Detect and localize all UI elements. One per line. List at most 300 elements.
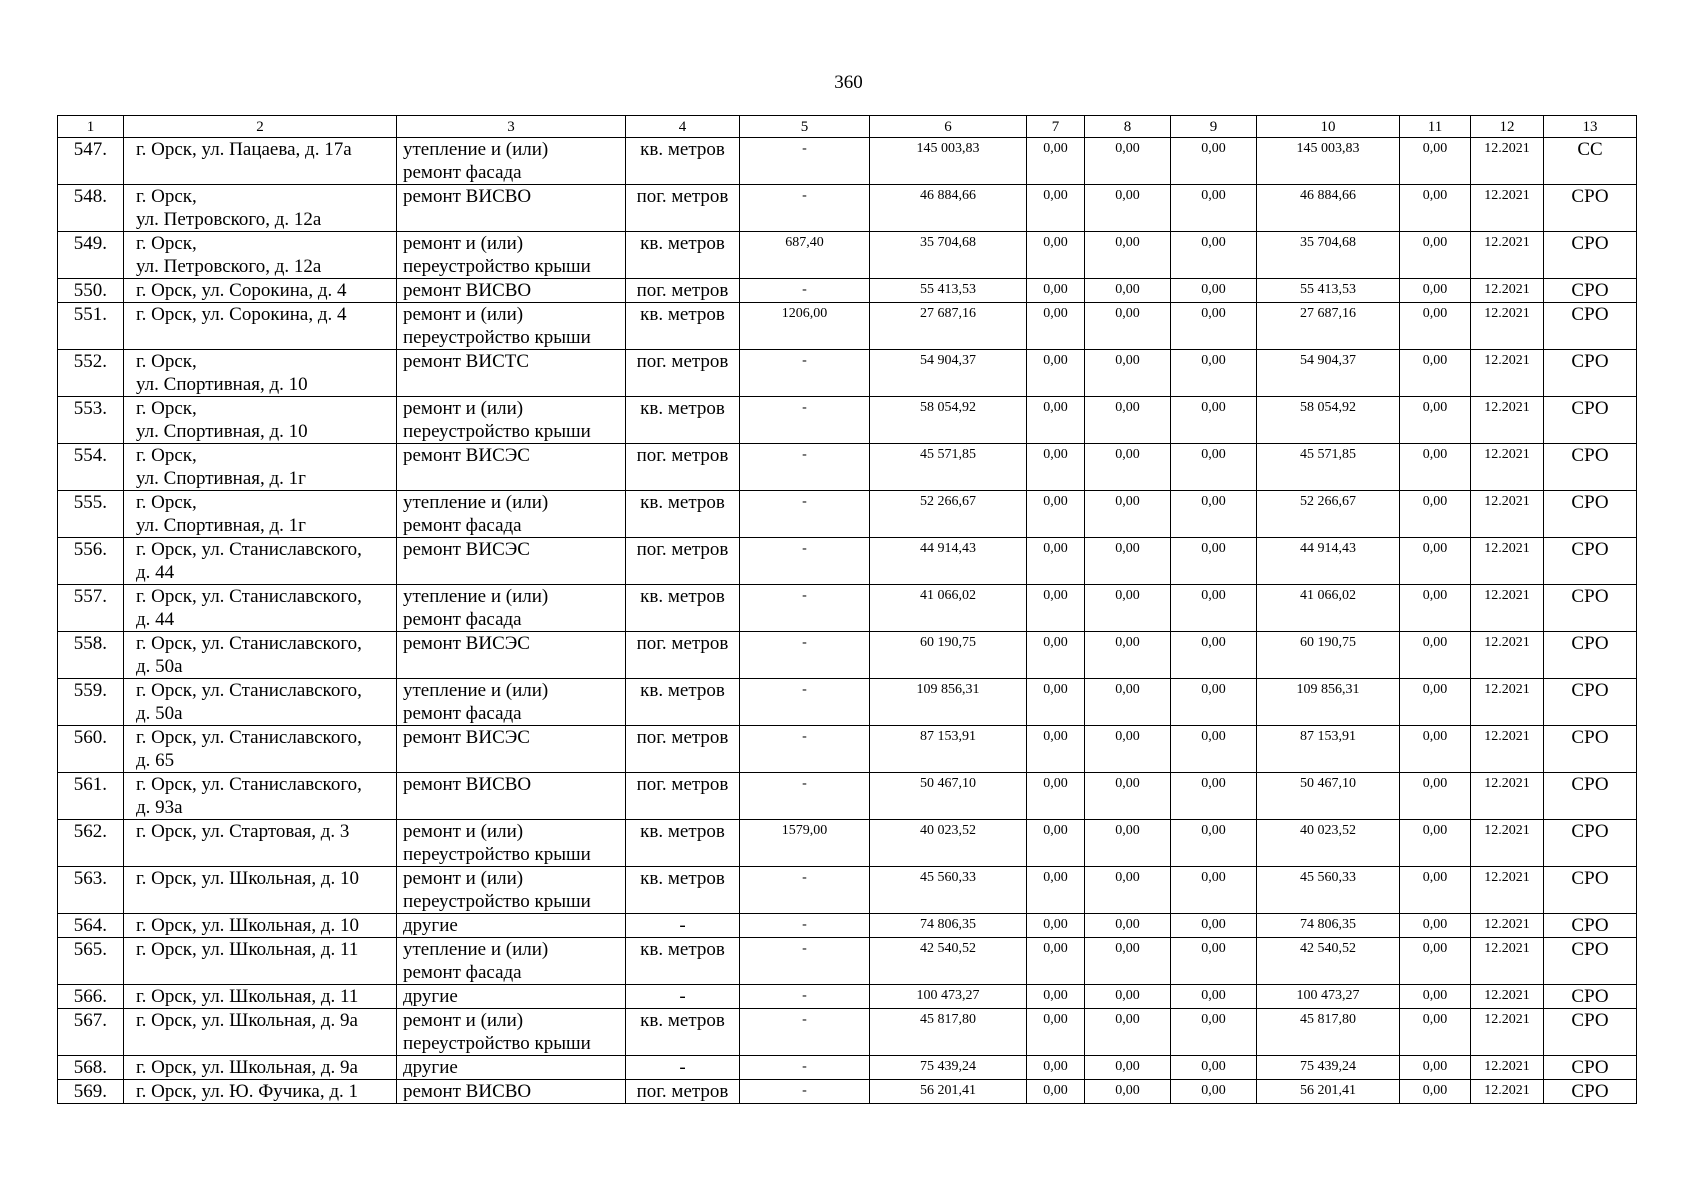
total-cost-cell: 40 023,52 xyxy=(870,820,1027,867)
col7-cell: 0,00 xyxy=(1027,632,1085,679)
column-header-3: 3 xyxy=(397,116,626,138)
address-cell-line: д. 65 xyxy=(136,750,175,771)
deadline-cell: 12.2021 xyxy=(1471,279,1544,303)
address-cell-line: ул. Петровского, д. 12а xyxy=(136,209,322,230)
address-cell-line: г. Орск, ул. Стартовая, д. 3 xyxy=(136,821,350,842)
row-number: 565. xyxy=(58,938,124,985)
col9-cell: 0,00 xyxy=(1171,867,1257,914)
col9-cell: 0,00 xyxy=(1171,985,1257,1009)
col10-cell: 40 023,52 xyxy=(1257,820,1400,867)
address-cell xyxy=(124,1056,397,1080)
method-cell: СРО xyxy=(1544,938,1637,985)
col8-cell: 0,00 xyxy=(1085,303,1171,350)
col7-cell: 0,00 xyxy=(1027,303,1085,350)
col10-cell: 109 856,31 xyxy=(1257,679,1400,726)
col9-cell: 0,00 xyxy=(1171,538,1257,585)
method-cell: СРО xyxy=(1544,726,1637,773)
col11-cell: 0,00 xyxy=(1400,538,1471,585)
col10-cell: 56 201,41 xyxy=(1257,1080,1400,1104)
col7-cell: 0,00 xyxy=(1027,185,1085,232)
deadline-cell: 12.2021 xyxy=(1471,985,1544,1009)
total-cost-cell: 56 201,41 xyxy=(870,1080,1027,1104)
address-cell-line: г. Орск, xyxy=(136,398,197,419)
table-header xyxy=(58,116,1637,138)
work-type-cell-line: переустройство крыши xyxy=(403,256,591,277)
method-cell: СРО xyxy=(1544,679,1637,726)
col7-cell: 0,00 xyxy=(1027,726,1085,773)
address-cell-line: д. 50а xyxy=(136,703,183,724)
table-body xyxy=(58,138,1637,1104)
deadline-cell: 12.2021 xyxy=(1471,444,1544,491)
deadline-cell: 12.2021 xyxy=(1471,773,1544,820)
work-type-cell-line: утепление и (или) xyxy=(403,139,549,160)
row-number: 558. xyxy=(58,632,124,679)
work-type-cell xyxy=(397,585,626,632)
col8-cell: 0,00 xyxy=(1085,397,1171,444)
unit-cell: пог. метров xyxy=(626,773,740,820)
method-cell: СРО xyxy=(1544,397,1637,444)
deadline-cell: 12.2021 xyxy=(1471,538,1544,585)
work-type-cell-line: переустройство крыши xyxy=(403,327,591,348)
address-cell-line: ул. Петровского, д. 12а xyxy=(136,256,322,277)
method-cell: СС xyxy=(1544,138,1637,185)
address-cell-line: ул. Спортивная, д. 10 xyxy=(136,421,308,442)
address-cell xyxy=(124,985,397,1009)
address-cell-line: г. Орск, ул. Станиславского, xyxy=(136,539,362,560)
volume-cell: - xyxy=(740,397,870,444)
address-cell-line: г. Орск, ул. Станиславского, xyxy=(136,774,362,795)
row-number: 568. xyxy=(58,1056,124,1080)
col9-cell: 0,00 xyxy=(1171,632,1257,679)
work-type-cell xyxy=(397,138,626,185)
total-cost-cell: 109 856,31 xyxy=(870,679,1027,726)
deadline-cell: 12.2021 xyxy=(1471,1009,1544,1056)
deadline-cell: 12.2021 xyxy=(1471,1080,1544,1104)
volume-cell: - xyxy=(740,350,870,397)
address-cell xyxy=(124,867,397,914)
column-header-11: 11 xyxy=(1400,116,1471,138)
col9-cell: 0,00 xyxy=(1171,938,1257,985)
volume-cell: - xyxy=(740,279,870,303)
col8-cell: 0,00 xyxy=(1085,985,1171,1009)
col8-cell: 0,00 xyxy=(1085,138,1171,185)
deadline-cell: 12.2021 xyxy=(1471,726,1544,773)
work-type-cell-line: другие xyxy=(403,915,458,936)
row-number: 566. xyxy=(58,985,124,1009)
method-cell: СРО xyxy=(1544,585,1637,632)
column-header-7: 7 xyxy=(1027,116,1085,138)
col10-cell: 41 066,02 xyxy=(1257,585,1400,632)
unit-cell: кв. метров xyxy=(626,138,740,185)
col8-cell: 0,00 xyxy=(1085,679,1171,726)
deadline-cell: 12.2021 xyxy=(1471,585,1544,632)
work-type-cell xyxy=(397,632,626,679)
col10-cell: 45 571,85 xyxy=(1257,444,1400,491)
deadline-cell: 12.2021 xyxy=(1471,679,1544,726)
total-cost-cell: 27 687,16 xyxy=(870,303,1027,350)
work-type-cell xyxy=(397,185,626,232)
work-type-cell-line: ремонт и (или) xyxy=(403,233,524,254)
work-type-cell-line: другие xyxy=(403,1057,458,1078)
col7-cell: 0,00 xyxy=(1027,867,1085,914)
volume-cell: - xyxy=(740,185,870,232)
total-cost-cell: 45 571,85 xyxy=(870,444,1027,491)
unit-cell: - xyxy=(626,914,740,938)
col8-cell: 0,00 xyxy=(1085,491,1171,538)
col11-cell: 0,00 xyxy=(1400,985,1471,1009)
col10-cell: 145 003,83 xyxy=(1257,138,1400,185)
method-cell: СРО xyxy=(1544,279,1637,303)
table-row xyxy=(58,867,1637,914)
work-type-cell-line: переустройство крыши xyxy=(403,421,591,442)
table-row xyxy=(58,279,1637,303)
col7-cell: 0,00 xyxy=(1027,938,1085,985)
col11-cell: 0,00 xyxy=(1400,632,1471,679)
col10-cell: 35 704,68 xyxy=(1257,232,1400,279)
work-type-cell-line: ремонт фасада xyxy=(403,515,522,536)
work-type-cell xyxy=(397,726,626,773)
work-type-cell-line: ремонт и (или) xyxy=(403,868,524,889)
address-cell-line: г. Орск, xyxy=(136,233,197,254)
work-type-cell-line: утепление и (или) xyxy=(403,586,549,607)
address-cell xyxy=(124,491,397,538)
col7-cell: 0,00 xyxy=(1027,138,1085,185)
col10-cell: 74 806,35 xyxy=(1257,914,1400,938)
deadline-cell: 12.2021 xyxy=(1471,397,1544,444)
work-type-cell-line: ремонт ВИСВО xyxy=(403,186,532,207)
col8-cell: 0,00 xyxy=(1085,632,1171,679)
table-row xyxy=(58,350,1637,397)
method-cell: СРО xyxy=(1544,232,1637,279)
unit-cell: пог. метров xyxy=(626,279,740,303)
volume-cell: - xyxy=(740,138,870,185)
col10-cell: 45 817,80 xyxy=(1257,1009,1400,1056)
row-number: 567. xyxy=(58,1009,124,1056)
table-row xyxy=(58,185,1637,232)
col8-cell: 0,00 xyxy=(1085,350,1171,397)
col7-cell: 0,00 xyxy=(1027,1056,1085,1080)
row-number: 549. xyxy=(58,232,124,279)
work-type-cell xyxy=(397,985,626,1009)
col8-cell: 0,00 xyxy=(1085,820,1171,867)
method-cell: СРО xyxy=(1544,985,1637,1009)
table-row xyxy=(58,444,1637,491)
col8-cell: 0,00 xyxy=(1085,538,1171,585)
col11-cell: 0,00 xyxy=(1400,585,1471,632)
column-header-10: 10 xyxy=(1257,116,1400,138)
table-row xyxy=(58,820,1637,867)
address-cell-line: г. Орск, ул. Школьная, д. 10 xyxy=(136,915,360,936)
method-cell: СРО xyxy=(1544,1009,1637,1056)
table-row xyxy=(58,1080,1637,1104)
col7-cell: 0,00 xyxy=(1027,1080,1085,1104)
address-cell xyxy=(124,185,397,232)
work-type-cell-line: ремонт и (или) xyxy=(403,1010,524,1031)
row-number: 561. xyxy=(58,773,124,820)
address-cell-line: д. 93а xyxy=(136,797,183,818)
work-type-cell-line: утепление и (или) xyxy=(403,680,549,701)
col9-cell: 0,00 xyxy=(1171,679,1257,726)
column-header-12: 12 xyxy=(1471,116,1544,138)
col7-cell: 0,00 xyxy=(1027,773,1085,820)
deadline-cell: 12.2021 xyxy=(1471,867,1544,914)
work-type-cell xyxy=(397,232,626,279)
col9-cell: 0,00 xyxy=(1171,1009,1257,1056)
address-cell-line: г. Орск, ул. Пацаева, д. 17а xyxy=(136,139,352,160)
col8-cell: 0,00 xyxy=(1085,773,1171,820)
col7-cell: 0,00 xyxy=(1027,444,1085,491)
row-number: 554. xyxy=(58,444,124,491)
work-type-cell xyxy=(397,444,626,491)
work-type-cell-line: ремонт ВИСВО xyxy=(403,1081,532,1102)
work-type-cell xyxy=(397,1080,626,1104)
table-row xyxy=(58,491,1637,538)
work-type-cell xyxy=(397,914,626,938)
col10-cell: 46 884,66 xyxy=(1257,185,1400,232)
col9-cell: 0,00 xyxy=(1171,303,1257,350)
work-type-cell-line: другие xyxy=(403,986,458,1007)
volume-cell: - xyxy=(740,726,870,773)
work-type-cell xyxy=(397,303,626,350)
work-type-cell-line: ремонт фасада xyxy=(403,703,522,724)
address-cell xyxy=(124,632,397,679)
col10-cell: 27 687,16 xyxy=(1257,303,1400,350)
address-cell xyxy=(124,232,397,279)
col11-cell: 0,00 xyxy=(1400,1056,1471,1080)
col7-cell: 0,00 xyxy=(1027,491,1085,538)
address-cell xyxy=(124,397,397,444)
row-number: 557. xyxy=(58,585,124,632)
volume-cell: 687,40 xyxy=(740,232,870,279)
table-row xyxy=(58,679,1637,726)
work-type-cell-line: ремонт фасада xyxy=(403,609,522,630)
col10-cell: 55 413,53 xyxy=(1257,279,1400,303)
column-header-5: 5 xyxy=(740,116,870,138)
address-cell-line: г. Орск, ул. Школьная, д. 9а xyxy=(136,1057,358,1078)
col10-cell: 42 540,52 xyxy=(1257,938,1400,985)
work-type-cell-line: ремонт ВИСЭС xyxy=(403,633,530,654)
col7-cell: 0,00 xyxy=(1027,985,1085,1009)
col10-cell: 100 473,27 xyxy=(1257,985,1400,1009)
volume-cell: - xyxy=(740,773,870,820)
address-cell-line: г. Орск, xyxy=(136,351,197,372)
work-type-cell-line: ремонт ВИСЭС xyxy=(403,445,530,466)
work-type-cell xyxy=(397,350,626,397)
column-header-9: 9 xyxy=(1171,116,1257,138)
work-type-cell xyxy=(397,538,626,585)
col11-cell: 0,00 xyxy=(1400,350,1471,397)
col9-cell: 0,00 xyxy=(1171,350,1257,397)
work-type-cell-line: переустройство крыши xyxy=(403,1033,591,1054)
total-cost-cell: 54 904,37 xyxy=(870,350,1027,397)
work-type-cell-line: ремонт и (или) xyxy=(403,398,524,419)
col11-cell: 0,00 xyxy=(1400,138,1471,185)
total-cost-cell: 45 560,33 xyxy=(870,867,1027,914)
deadline-cell: 12.2021 xyxy=(1471,303,1544,350)
method-cell: СРО xyxy=(1544,914,1637,938)
total-cost-cell: 52 266,67 xyxy=(870,491,1027,538)
col8-cell: 0,00 xyxy=(1085,867,1171,914)
work-type-cell-line: переустройство крыши xyxy=(403,891,591,912)
col11-cell: 0,00 xyxy=(1400,397,1471,444)
col11-cell: 0,00 xyxy=(1400,1009,1471,1056)
unit-cell: пог. метров xyxy=(626,444,740,491)
works-table xyxy=(57,115,1637,1104)
col10-cell: 44 914,43 xyxy=(1257,538,1400,585)
col11-cell: 0,00 xyxy=(1400,185,1471,232)
unit-cell: кв. метров xyxy=(626,232,740,279)
work-type-cell xyxy=(397,397,626,444)
col8-cell: 0,00 xyxy=(1085,938,1171,985)
work-type-cell xyxy=(397,820,626,867)
deadline-cell: 12.2021 xyxy=(1471,232,1544,279)
col9-cell: 0,00 xyxy=(1171,726,1257,773)
total-cost-cell: 45 817,80 xyxy=(870,1009,1027,1056)
row-number: 548. xyxy=(58,185,124,232)
col10-cell: 75 439,24 xyxy=(1257,1056,1400,1080)
address-cell-line: г. Орск, ул. Станиславского, xyxy=(136,633,362,654)
total-cost-cell: 87 153,91 xyxy=(870,726,1027,773)
method-cell: СРО xyxy=(1544,538,1637,585)
col9-cell: 0,00 xyxy=(1171,444,1257,491)
total-cost-cell: 44 914,43 xyxy=(870,538,1027,585)
col9-cell: 0,00 xyxy=(1171,397,1257,444)
address-cell-line: ул. Спортивная, д. 10 xyxy=(136,374,308,395)
deadline-cell: 12.2021 xyxy=(1471,632,1544,679)
address-cell xyxy=(124,138,397,185)
method-cell: СРО xyxy=(1544,303,1637,350)
unit-cell: пог. метров xyxy=(626,1080,740,1104)
col8-cell: 0,00 xyxy=(1085,585,1171,632)
work-type-cell-line: ремонт фасада xyxy=(403,162,522,183)
deadline-cell: 12.2021 xyxy=(1471,914,1544,938)
work-type-cell xyxy=(397,867,626,914)
work-type-cell-line: ремонт ВИСЭС xyxy=(403,727,530,748)
total-cost-cell: 100 473,27 xyxy=(870,985,1027,1009)
col11-cell: 0,00 xyxy=(1400,232,1471,279)
col9-cell: 0,00 xyxy=(1171,585,1257,632)
table-row xyxy=(58,303,1637,350)
table-row xyxy=(58,938,1637,985)
col8-cell: 0,00 xyxy=(1085,914,1171,938)
table-row xyxy=(58,914,1637,938)
table-row xyxy=(58,585,1637,632)
col7-cell: 0,00 xyxy=(1027,820,1085,867)
volume-cell: - xyxy=(740,1080,870,1104)
row-number: 551. xyxy=(58,303,124,350)
col10-cell: 87 153,91 xyxy=(1257,726,1400,773)
volume-cell: - xyxy=(740,679,870,726)
volume-cell: 1579,00 xyxy=(740,820,870,867)
deadline-cell: 12.2021 xyxy=(1471,185,1544,232)
work-type-cell-line: ремонт и (или) xyxy=(403,304,524,325)
table-row xyxy=(58,1056,1637,1080)
unit-cell: - xyxy=(626,985,740,1009)
table-row xyxy=(58,138,1637,185)
address-cell-line: д. 50а xyxy=(136,656,183,677)
work-type-cell-line: ремонт фасада xyxy=(403,962,522,983)
address-cell-line: ул. Спортивная, д. 1г xyxy=(136,515,306,536)
col8-cell: 0,00 xyxy=(1085,232,1171,279)
work-type-cell xyxy=(397,491,626,538)
unit-cell: пог. метров xyxy=(626,632,740,679)
work-type-cell xyxy=(397,1009,626,1056)
address-cell xyxy=(124,1080,397,1104)
row-number: 556. xyxy=(58,538,124,585)
unit-cell: кв. метров xyxy=(626,491,740,538)
deadline-cell: 12.2021 xyxy=(1471,820,1544,867)
address-cell-line: ул. Спортивная, д. 1г xyxy=(136,468,306,489)
address-cell xyxy=(124,679,397,726)
table-row xyxy=(58,726,1637,773)
row-number: 569. xyxy=(58,1080,124,1104)
col9-cell: 0,00 xyxy=(1171,773,1257,820)
col10-cell: 45 560,33 xyxy=(1257,867,1400,914)
volume-cell: 1206,00 xyxy=(740,303,870,350)
volume-cell: - xyxy=(740,444,870,491)
col7-cell: 0,00 xyxy=(1027,679,1085,726)
column-header-13: 13 xyxy=(1544,116,1637,138)
col10-cell: 54 904,37 xyxy=(1257,350,1400,397)
work-type-cell xyxy=(397,1056,626,1080)
work-type-cell-line: переустройство крыши xyxy=(403,844,591,865)
work-type-cell xyxy=(397,679,626,726)
address-cell xyxy=(124,1009,397,1056)
row-number: 560. xyxy=(58,726,124,773)
address-cell xyxy=(124,726,397,773)
address-cell-line: г. Орск, xyxy=(136,445,197,466)
method-cell: СРО xyxy=(1544,867,1637,914)
volume-cell: - xyxy=(740,938,870,985)
unit-cell: - xyxy=(626,1056,740,1080)
deadline-cell: 12.2021 xyxy=(1471,491,1544,538)
address-cell-line: д. 44 xyxy=(136,609,175,630)
address-cell-line: г. Орск, ул. Школьная, д. 10 xyxy=(136,868,360,889)
total-cost-cell: 58 054,92 xyxy=(870,397,1027,444)
total-cost-cell: 35 704,68 xyxy=(870,232,1027,279)
row-number: 555. xyxy=(58,491,124,538)
col7-cell: 0,00 xyxy=(1027,397,1085,444)
address-cell-line: г. Орск, ул. Станиславского, xyxy=(136,586,362,607)
col10-cell: 58 054,92 xyxy=(1257,397,1400,444)
address-cell-line: г. Орск, ул. Ю. Фучика, д. 1 xyxy=(136,1081,358,1102)
address-cell xyxy=(124,444,397,491)
col9-cell: 0,00 xyxy=(1171,914,1257,938)
work-type-cell-line: ремонт ВИСВО xyxy=(403,774,532,795)
total-cost-cell: 75 439,24 xyxy=(870,1056,1027,1080)
unit-cell: кв. метров xyxy=(626,820,740,867)
col10-cell: 50 467,10 xyxy=(1257,773,1400,820)
unit-cell: пог. метров xyxy=(626,185,740,232)
table-row xyxy=(58,1009,1637,1056)
deadline-cell: 12.2021 xyxy=(1471,350,1544,397)
col7-cell: 0,00 xyxy=(1027,585,1085,632)
unit-cell: пог. метров xyxy=(626,350,740,397)
col7-cell: 0,00 xyxy=(1027,914,1085,938)
col11-cell: 0,00 xyxy=(1400,773,1471,820)
col9-cell: 0,00 xyxy=(1171,491,1257,538)
volume-cell: - xyxy=(740,867,870,914)
total-cost-cell: 145 003,83 xyxy=(870,138,1027,185)
total-cost-cell: 55 413,53 xyxy=(870,279,1027,303)
table-row xyxy=(58,232,1637,279)
volume-cell: - xyxy=(740,1009,870,1056)
row-number: 564. xyxy=(58,914,124,938)
unit-cell: кв. метров xyxy=(626,1009,740,1056)
table-row xyxy=(58,985,1637,1009)
row-number: 562. xyxy=(58,820,124,867)
address-cell xyxy=(124,350,397,397)
